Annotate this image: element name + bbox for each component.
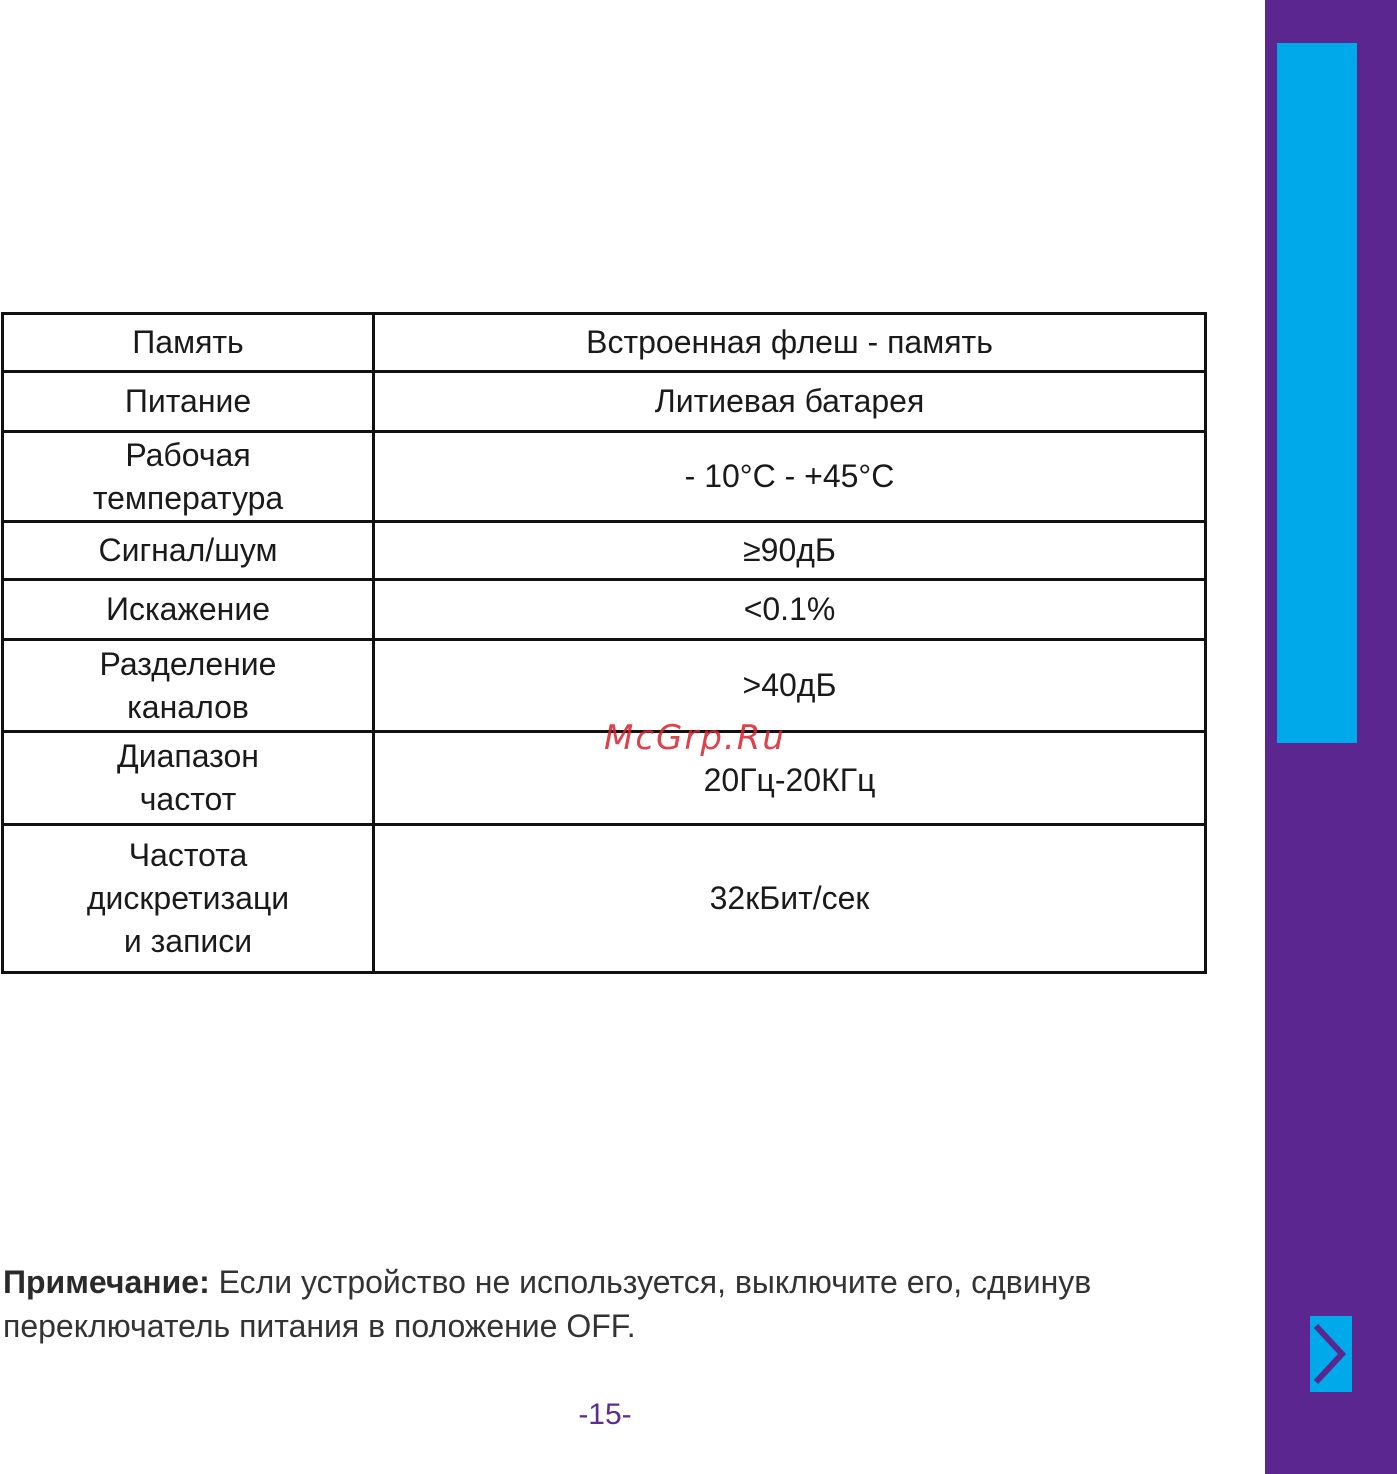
value-cell: 20Гц-20КГц bbox=[374, 732, 1206, 825]
param-cell: Диапазон частот bbox=[3, 732, 374, 825]
param-cell: Память bbox=[3, 314, 374, 372]
value-cell: Встроенная флеш - память bbox=[374, 314, 1206, 372]
value-cell: >40дБ bbox=[374, 640, 1206, 732]
page-number: -15- bbox=[578, 1398, 632, 1431]
table-row bbox=[3, 522, 1206, 580]
next-page-button[interactable] bbox=[1310, 1316, 1352, 1392]
value-cell: Литиевая батарея bbox=[374, 372, 1206, 432]
chevron-right-icon bbox=[1310, 1316, 1352, 1392]
note bbox=[3, 1260, 1203, 1348]
param-cell: Разделение каналов bbox=[3, 640, 374, 732]
table-row bbox=[3, 372, 1206, 432]
note-text: Если устройство не используется, выключите его, сдвинув переключатель питания в положение OFF. bbox=[3, 1264, 1092, 1344]
note-label: Примечание: bbox=[3, 1264, 210, 1300]
table-row bbox=[3, 432, 1206, 522]
side-tab bbox=[1277, 43, 1357, 743]
param-cell: Искажение bbox=[3, 580, 374, 640]
value-cell: - 10°C - +45°C bbox=[374, 432, 1206, 522]
spec-table bbox=[1, 312, 1207, 974]
table-row bbox=[3, 825, 1206, 973]
param-cell: Сигнал/шум bbox=[3, 522, 374, 580]
value-cell: 32кБит/сек bbox=[374, 825, 1206, 973]
watermark: McGrp.Ru bbox=[604, 718, 786, 758]
param-cell: Частота дискретизаци и записи bbox=[3, 825, 374, 973]
param-cell: Питание bbox=[3, 372, 374, 432]
table-row bbox=[3, 580, 1206, 640]
param-cell: Рабочая температура bbox=[3, 432, 374, 522]
value-cell: ≥90дБ bbox=[374, 522, 1206, 580]
table-row bbox=[3, 314, 1206, 372]
value-cell: <0.1% bbox=[374, 580, 1206, 640]
